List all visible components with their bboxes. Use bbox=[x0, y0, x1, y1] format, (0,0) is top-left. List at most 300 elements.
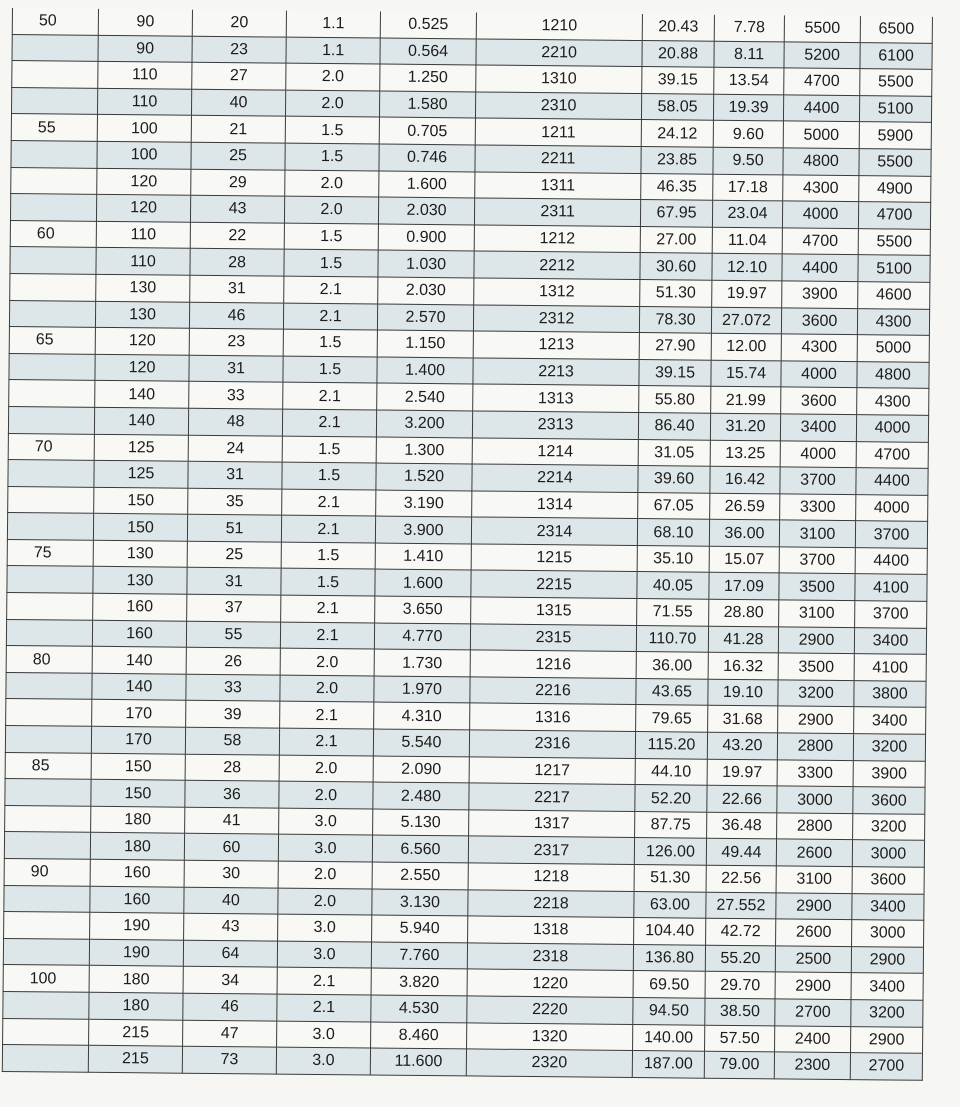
cell-speed-grease: 3500 bbox=[779, 573, 855, 600]
cell-bearing-code: 1211 bbox=[475, 118, 641, 146]
cell-width-b: 31 bbox=[188, 461, 282, 488]
cell-load-cr: 43.65 bbox=[636, 678, 708, 705]
cell-speed-grease: 3700 bbox=[780, 467, 856, 494]
cell-speed-oil: 5500 bbox=[859, 149, 931, 176]
cell-speed-grease: 3400 bbox=[780, 414, 856, 441]
cell-weight-kg: 11.600 bbox=[370, 1048, 466, 1076]
cell-weight-kg: 3.200 bbox=[376, 410, 472, 438]
cell-load-cor: 15.07 bbox=[709, 546, 779, 573]
cell-chamfer-r: 1.5 bbox=[281, 569, 375, 596]
cell-bearing-code: 1311 bbox=[475, 172, 641, 200]
cell-bore-d bbox=[6, 672, 92, 699]
cell-speed-oil: 3200 bbox=[851, 1000, 923, 1027]
cell-weight-kg: 0.525 bbox=[380, 12, 476, 39]
cell-load-cr: 86.40 bbox=[638, 412, 710, 439]
cell-weight-kg: 1.250 bbox=[380, 64, 476, 92]
cell-outer-d: 180 bbox=[90, 833, 184, 860]
cell-chamfer-r: 1.5 bbox=[284, 223, 378, 250]
cell-load-cr: 63.00 bbox=[634, 891, 706, 918]
cell-load-cr: 87.75 bbox=[635, 811, 707, 838]
cell-bearing-code: 1215 bbox=[471, 544, 637, 572]
cell-load-cr: 39.15 bbox=[639, 359, 711, 386]
cell-speed-grease: 2300 bbox=[774, 1052, 850, 1079]
cell-chamfer-r: 2.1 bbox=[284, 276, 378, 303]
cell-outer-d: 130 bbox=[93, 567, 187, 594]
cell-load-cr: 136.80 bbox=[633, 944, 705, 971]
cell-outer-d: 120 bbox=[95, 354, 189, 381]
cell-load-cor: 9.50 bbox=[713, 147, 783, 174]
cell-speed-oil: 5500 bbox=[860, 69, 932, 96]
cell-width-b: 26 bbox=[186, 647, 280, 674]
cell-width-b: 34 bbox=[183, 967, 277, 994]
cell-load-cr: 31.05 bbox=[638, 439, 710, 466]
cell-width-b: 46 bbox=[183, 993, 277, 1020]
cell-load-cr: 27.00 bbox=[640, 226, 712, 253]
cell-chamfer-r: 1.5 bbox=[285, 143, 379, 170]
cell-weight-kg: 0.705 bbox=[379, 117, 475, 145]
cell-load-cor: 19.97 bbox=[707, 759, 777, 786]
cell-load-cr: 35.10 bbox=[637, 545, 709, 572]
cell-load-cr: 52.20 bbox=[635, 785, 707, 812]
cell-weight-kg: 2.030 bbox=[378, 277, 474, 305]
cell-bore-d bbox=[2, 1045, 88, 1072]
cell-weight-kg: 1.300 bbox=[376, 437, 472, 465]
cell-load-cr: 68.10 bbox=[637, 519, 709, 546]
cell-speed-grease: 5000 bbox=[783, 121, 859, 148]
cell-width-b: 22 bbox=[190, 222, 284, 249]
cell-weight-kg: 4.770 bbox=[374, 623, 470, 651]
cell-chamfer-r: 2.0 bbox=[280, 648, 374, 675]
cell-weight-kg: 7.760 bbox=[371, 942, 467, 970]
cell-bearing-code: 2320 bbox=[466, 1049, 632, 1077]
cell-weight-kg: 1.150 bbox=[377, 330, 473, 358]
cell-speed-oil: 4900 bbox=[859, 175, 931, 202]
cell-speed-oil: 5000 bbox=[857, 335, 929, 362]
cell-bore-d bbox=[9, 353, 95, 380]
cell-load-cor: 13.54 bbox=[714, 67, 784, 94]
cell-chamfer-r: 3.0 bbox=[279, 808, 373, 835]
cell-load-cr: 140.00 bbox=[633, 1024, 705, 1051]
cell-weight-kg: 2.570 bbox=[377, 304, 473, 332]
cell-load-cor: 55.20 bbox=[705, 945, 775, 972]
cell-load-cor: 23.04 bbox=[712, 200, 782, 227]
cell-weight-kg: 0.900 bbox=[378, 224, 474, 252]
cell-outer-d: 150 bbox=[91, 753, 185, 780]
cell-load-cr: 115.20 bbox=[635, 732, 707, 759]
cell-weight-kg: 3.820 bbox=[371, 968, 467, 996]
cell-bearing-code: 2220 bbox=[467, 996, 633, 1024]
cell-chamfer-r: 2.0 bbox=[285, 90, 379, 117]
cell-width-b: 40 bbox=[184, 887, 278, 914]
cell-weight-kg: 8.460 bbox=[371, 1022, 467, 1050]
cell-bore-d bbox=[12, 61, 98, 88]
cell-speed-grease: 3900 bbox=[782, 281, 858, 308]
cell-chamfer-r: 2.0 bbox=[278, 861, 372, 888]
cell-speed-grease: 3000 bbox=[777, 786, 853, 813]
cell-chamfer-r: 2.1 bbox=[281, 595, 375, 622]
cell-speed-oil: 2900 bbox=[851, 946, 923, 973]
cell-bore-d bbox=[7, 566, 93, 593]
cell-bore-d bbox=[9, 380, 95, 407]
cell-outer-d: 180 bbox=[89, 992, 183, 1019]
cell-bore-d: 50 bbox=[12, 8, 98, 35]
cell-load-cr: 23.85 bbox=[641, 147, 713, 174]
cell-chamfer-r: 2.0 bbox=[284, 196, 378, 223]
cell-width-b: 27 bbox=[192, 62, 286, 89]
cell-width-b: 31 bbox=[190, 275, 284, 302]
cell-weight-kg: 2.030 bbox=[378, 197, 474, 225]
cell-speed-oil: 4800 bbox=[857, 361, 929, 388]
cell-speed-oil: 4400 bbox=[856, 468, 928, 495]
cell-load-cr: 187.00 bbox=[632, 1051, 704, 1078]
cell-speed-oil: 4300 bbox=[857, 388, 929, 415]
cell-outer-d: 140 bbox=[94, 407, 188, 434]
cell-outer-d: 125 bbox=[94, 434, 188, 461]
cell-speed-oil: 4000 bbox=[856, 415, 928, 442]
cell-load-cr: 67.95 bbox=[640, 200, 712, 227]
cell-load-cor: 21.99 bbox=[711, 387, 781, 414]
cell-chamfer-r: 2.1 bbox=[281, 515, 375, 542]
cell-speed-grease: 3600 bbox=[781, 387, 857, 414]
cell-width-b: 31 bbox=[187, 568, 281, 595]
cell-width-b: 29 bbox=[191, 169, 285, 196]
cell-outer-d: 160 bbox=[90, 859, 184, 886]
cell-outer-d: 110 bbox=[96, 248, 190, 275]
cell-outer-d: 160 bbox=[93, 593, 187, 620]
cell-outer-d: 190 bbox=[90, 912, 184, 939]
cell-load-cor: 38.50 bbox=[705, 998, 775, 1025]
cell-outer-d: 140 bbox=[92, 673, 186, 700]
cell-load-cr: 79.65 bbox=[636, 705, 708, 732]
cell-chamfer-r: 2.1 bbox=[280, 622, 374, 649]
cell-load-cor: 11.04 bbox=[712, 227, 782, 254]
cell-speed-grease: 4800 bbox=[783, 148, 859, 175]
cell-bearing-code: 2218 bbox=[468, 890, 634, 918]
cell-speed-grease: 2900 bbox=[775, 972, 851, 999]
cell-bore-d bbox=[4, 912, 90, 939]
cell-width-b: 58 bbox=[185, 727, 279, 754]
cell-speed-grease: 3100 bbox=[779, 600, 855, 627]
cell-speed-grease: 3100 bbox=[779, 520, 855, 547]
cell-weight-kg: 1.520 bbox=[376, 463, 472, 491]
cell-outer-d: 170 bbox=[92, 700, 186, 727]
cell-bearing-code: 1312 bbox=[474, 278, 640, 306]
cell-outer-d: 160 bbox=[90, 886, 184, 913]
cell-outer-d: 110 bbox=[98, 62, 192, 89]
cell-width-b: 33 bbox=[189, 382, 283, 409]
cell-load-cr: 110.70 bbox=[636, 625, 708, 652]
cell-width-b: 46 bbox=[189, 302, 283, 329]
cell-load-cr: 58.05 bbox=[641, 93, 713, 120]
cell-weight-kg: 1.400 bbox=[377, 357, 473, 385]
cell-outer-d: 215 bbox=[89, 1019, 183, 1046]
cell-load-cor: 26.59 bbox=[710, 493, 780, 520]
cell-load-cor: 19.10 bbox=[708, 679, 778, 706]
cell-bore-d bbox=[3, 1018, 89, 1045]
cell-outer-d: 125 bbox=[94, 460, 188, 487]
cell-load-cr: 44.10 bbox=[635, 758, 707, 785]
cell-width-b: 23 bbox=[192, 36, 286, 63]
cell-bearing-code: 1216 bbox=[470, 650, 636, 678]
cell-load-cr: 24.12 bbox=[641, 120, 713, 147]
cell-load-cor: 7.78 bbox=[714, 15, 784, 42]
cell-speed-grease: 3500 bbox=[778, 653, 854, 680]
cell-bore-d bbox=[12, 34, 98, 61]
cell-speed-oil: 3800 bbox=[854, 680, 926, 707]
cell-chamfer-r: 2.1 bbox=[282, 409, 376, 436]
cell-load-cr: 40.05 bbox=[637, 572, 709, 599]
cell-weight-kg: 2.540 bbox=[377, 383, 473, 411]
cell-outer-d: 140 bbox=[92, 647, 186, 674]
cell-bore-d: 100 bbox=[3, 965, 89, 992]
cell-load-cor: 22.66 bbox=[707, 785, 777, 812]
cell-load-cor: 31.68 bbox=[708, 706, 778, 733]
cell-bore-d bbox=[7, 593, 93, 620]
cell-bearing-code: 1214 bbox=[472, 437, 638, 465]
cell-speed-oil: 3400 bbox=[851, 973, 923, 1000]
cell-speed-oil: 5100 bbox=[858, 255, 930, 282]
cell-width-b: 73 bbox=[182, 1046, 276, 1073]
cell-bore-d bbox=[8, 406, 94, 433]
cell-speed-oil: 3000 bbox=[852, 920, 924, 947]
cell-outer-d: 150 bbox=[94, 487, 188, 514]
cell-bore-d bbox=[5, 726, 91, 753]
cell-load-cr: 39.60 bbox=[638, 466, 710, 493]
cell-width-b: 41 bbox=[185, 807, 279, 834]
cell-speed-oil: 6100 bbox=[860, 42, 932, 69]
cell-chamfer-r: 2.0 bbox=[285, 170, 379, 197]
cell-load-cor: 16.42 bbox=[710, 466, 780, 493]
cell-outer-d: 170 bbox=[91, 726, 185, 753]
cell-width-b: 25 bbox=[187, 541, 281, 568]
cell-chamfer-r: 2.0 bbox=[286, 63, 380, 90]
cell-speed-grease: 2600 bbox=[776, 919, 852, 946]
cell-speed-oil: 4700 bbox=[858, 202, 930, 229]
cell-chamfer-r: 2.1 bbox=[277, 994, 371, 1021]
cell-weight-kg: 3.130 bbox=[372, 889, 468, 917]
cell-speed-oil: 4600 bbox=[858, 282, 930, 309]
cell-weight-kg: 3.190 bbox=[376, 490, 472, 518]
cell-speed-oil: 3600 bbox=[853, 787, 925, 814]
cell-weight-kg: 2.090 bbox=[373, 756, 469, 784]
cell-chamfer-r: 2.1 bbox=[280, 702, 374, 729]
cell-chamfer-r: 1.5 bbox=[284, 249, 378, 276]
cell-load-cor: 9.60 bbox=[713, 121, 783, 148]
cell-load-cor: 36.00 bbox=[709, 520, 779, 547]
cell-bearing-code: 2313 bbox=[472, 411, 638, 439]
cell-weight-kg: 0.564 bbox=[380, 38, 476, 66]
cell-load-cr: 20.43 bbox=[642, 14, 714, 41]
cell-speed-grease: 4000 bbox=[781, 361, 857, 388]
cell-width-b: 35 bbox=[188, 488, 282, 515]
cell-width-b: 55 bbox=[186, 621, 280, 648]
cell-load-cor: 43.20 bbox=[707, 732, 777, 759]
cell-speed-grease: 4400 bbox=[782, 254, 858, 281]
cell-bore-d: 55 bbox=[11, 114, 97, 141]
cell-load-cr: 94.50 bbox=[633, 997, 705, 1024]
cell-outer-d: 180 bbox=[91, 806, 185, 833]
cell-bore-d: 70 bbox=[8, 433, 94, 460]
cell-outer-d: 150 bbox=[91, 780, 185, 807]
cell-speed-oil: 4400 bbox=[855, 547, 927, 574]
cell-outer-d: 160 bbox=[92, 620, 186, 647]
cell-load-cor: 12.10 bbox=[712, 254, 782, 281]
cell-speed-oil: 6500 bbox=[860, 16, 932, 43]
cell-speed-grease: 5200 bbox=[784, 42, 860, 69]
cell-width-b: 25 bbox=[191, 142, 285, 169]
cell-speed-oil: 3400 bbox=[854, 627, 926, 654]
cell-chamfer-r: 3.0 bbox=[277, 1021, 371, 1048]
cell-weight-kg: 5.940 bbox=[372, 915, 468, 943]
cell-width-b: 47 bbox=[183, 1020, 277, 1047]
cell-speed-grease: 4400 bbox=[783, 95, 859, 122]
cell-speed-oil: 4300 bbox=[857, 308, 929, 335]
cell-bearing-code: 2316 bbox=[469, 730, 635, 758]
cell-speed-oil: 3600 bbox=[852, 867, 924, 894]
cell-load-cor: 19.97 bbox=[712, 280, 782, 307]
cell-bore-d bbox=[11, 87, 97, 114]
cell-bearing-code: 1313 bbox=[473, 384, 639, 412]
cell-chamfer-r: 2.1 bbox=[282, 489, 376, 516]
cell-width-b: 60 bbox=[184, 834, 278, 861]
cell-outer-d: 120 bbox=[97, 168, 191, 195]
cell-bore-d bbox=[6, 699, 92, 726]
cell-bearing-code: 1213 bbox=[473, 331, 639, 359]
cell-speed-oil: 3400 bbox=[854, 707, 926, 734]
cell-bearing-code: 1318 bbox=[468, 916, 634, 944]
cell-load-cor: 29.70 bbox=[705, 972, 775, 999]
cell-load-cor: 16.32 bbox=[708, 652, 778, 679]
cell-weight-kg: 1.730 bbox=[374, 649, 470, 677]
cell-bearing-code: 1316 bbox=[470, 703, 636, 731]
cell-load-cor: 41.28 bbox=[708, 626, 778, 653]
cell-speed-oil: 5900 bbox=[859, 122, 931, 149]
cell-chamfer-r: 2.0 bbox=[279, 781, 373, 808]
cell-load-cor: 27.552 bbox=[706, 892, 776, 919]
cell-load-cr: 69.50 bbox=[633, 971, 705, 998]
cell-chamfer-r: 2.0 bbox=[280, 675, 374, 702]
cell-speed-grease: 3300 bbox=[777, 760, 853, 787]
cell-bearing-code: 1220 bbox=[467, 969, 633, 997]
cell-bearing-code: 2317 bbox=[468, 836, 634, 864]
cell-bore-d bbox=[10, 194, 96, 221]
table-body bbox=[2, 8, 932, 1080]
cell-width-b: 21 bbox=[191, 116, 285, 143]
cell-load-cor: 15.74 bbox=[711, 360, 781, 387]
cell-speed-oil: 3700 bbox=[855, 521, 927, 548]
cell-weight-kg: 2.550 bbox=[372, 862, 468, 890]
cell-width-b: 24 bbox=[188, 435, 282, 462]
cell-bore-d: 80 bbox=[6, 646, 92, 673]
cell-load-cor: 17.09 bbox=[709, 573, 779, 600]
cell-bearing-code: 1217 bbox=[469, 757, 635, 785]
cell-speed-grease: 2900 bbox=[778, 627, 854, 654]
cell-speed-grease: 4700 bbox=[782, 228, 858, 255]
cell-speed-grease: 4000 bbox=[782, 201, 858, 228]
cell-bearing-code: 1317 bbox=[469, 810, 635, 838]
cell-bore-d bbox=[4, 832, 90, 859]
cell-chamfer-r: 1.5 bbox=[285, 117, 379, 144]
cell-speed-oil: 4000 bbox=[856, 494, 928, 521]
cell-outer-d: 120 bbox=[95, 327, 189, 354]
cell-chamfer-r: 2.1 bbox=[279, 728, 373, 755]
cell-weight-kg: 5.130 bbox=[373, 809, 469, 837]
cell-bore-d: 90 bbox=[4, 858, 90, 885]
cell-chamfer-r: 1.5 bbox=[283, 356, 377, 383]
cell-load-cr: 20.88 bbox=[642, 40, 714, 67]
cell-chamfer-r: 3.0 bbox=[278, 835, 372, 862]
cell-weight-kg: 1.970 bbox=[374, 676, 470, 704]
cell-speed-grease: 3700 bbox=[779, 547, 855, 574]
cell-load-cor: 57.50 bbox=[705, 1025, 775, 1052]
cell-bearing-code: 1218 bbox=[468, 863, 634, 891]
cell-bearing-code: 2210 bbox=[476, 39, 642, 67]
cell-speed-grease: 2600 bbox=[776, 839, 852, 866]
cell-chamfer-r: 2.1 bbox=[283, 303, 377, 330]
cell-speed-grease: 2800 bbox=[777, 733, 853, 760]
cell-speed-oil: 3400 bbox=[852, 893, 924, 920]
cell-load-cor: 8.11 bbox=[714, 41, 784, 68]
cell-width-b: 36 bbox=[185, 780, 279, 807]
cell-weight-kg: 1.600 bbox=[379, 171, 475, 199]
cell-speed-grease: 4000 bbox=[780, 440, 856, 467]
cell-load-cor: 27.072 bbox=[711, 307, 781, 334]
cell-speed-grease: 3600 bbox=[781, 307, 857, 334]
cell-bearing-code: 1210 bbox=[476, 12, 642, 40]
cell-chamfer-r: 3.0 bbox=[276, 1047, 370, 1074]
cell-outer-d: 190 bbox=[89, 939, 183, 966]
cell-bearing-code: 2314 bbox=[471, 517, 637, 545]
cell-width-b: 48 bbox=[188, 408, 282, 435]
cell-width-b: 31 bbox=[189, 355, 283, 382]
cell-weight-kg: 1.410 bbox=[375, 543, 471, 571]
cell-weight-kg: 4.530 bbox=[371, 995, 467, 1023]
cell-outer-d: 110 bbox=[96, 221, 190, 248]
cell-load-cor: 36.48 bbox=[707, 812, 777, 839]
cell-speed-grease: 2900 bbox=[776, 892, 852, 919]
cell-chamfer-r: 1.5 bbox=[282, 436, 376, 463]
cell-speed-oil: 4100 bbox=[854, 654, 926, 681]
cell-weight-kg: 1.030 bbox=[378, 250, 474, 278]
cell-bore-d bbox=[8, 460, 94, 487]
cell-bearing-code: 2211 bbox=[475, 145, 641, 173]
cell-width-b: 64 bbox=[183, 940, 277, 967]
cell-bearing-code: 1310 bbox=[476, 65, 642, 93]
cell-speed-grease: 4300 bbox=[781, 334, 857, 361]
cell-bore-d bbox=[9, 300, 95, 327]
cell-speed-grease: 2500 bbox=[775, 946, 851, 973]
cell-width-b: 23 bbox=[189, 328, 283, 355]
cell-width-b: 37 bbox=[187, 594, 281, 621]
cell-bearing-code: 2214 bbox=[472, 464, 638, 492]
cell-weight-kg: 3.650 bbox=[375, 596, 471, 624]
cell-bore-d bbox=[10, 273, 96, 300]
cell-bearing-code: 1315 bbox=[471, 597, 637, 625]
cell-speed-grease: 2700 bbox=[775, 999, 851, 1026]
cell-load-cr: 126.00 bbox=[634, 838, 706, 865]
cell-chamfer-r: 2.1 bbox=[277, 967, 371, 994]
cell-speed-grease: 3300 bbox=[780, 494, 856, 521]
cell-outer-d: 120 bbox=[96, 194, 190, 221]
cell-bearing-code: 1314 bbox=[472, 491, 638, 519]
cell-bore-d: 85 bbox=[5, 752, 91, 779]
cell-outer-d: 130 bbox=[96, 274, 190, 301]
cell-load-cor: 49.44 bbox=[706, 839, 776, 866]
cell-weight-kg: 2.480 bbox=[373, 782, 469, 810]
cell-weight-kg: 5.540 bbox=[373, 729, 469, 757]
cell-bore-d bbox=[11, 140, 97, 167]
cell-weight-kg: 4.310 bbox=[374, 702, 470, 730]
